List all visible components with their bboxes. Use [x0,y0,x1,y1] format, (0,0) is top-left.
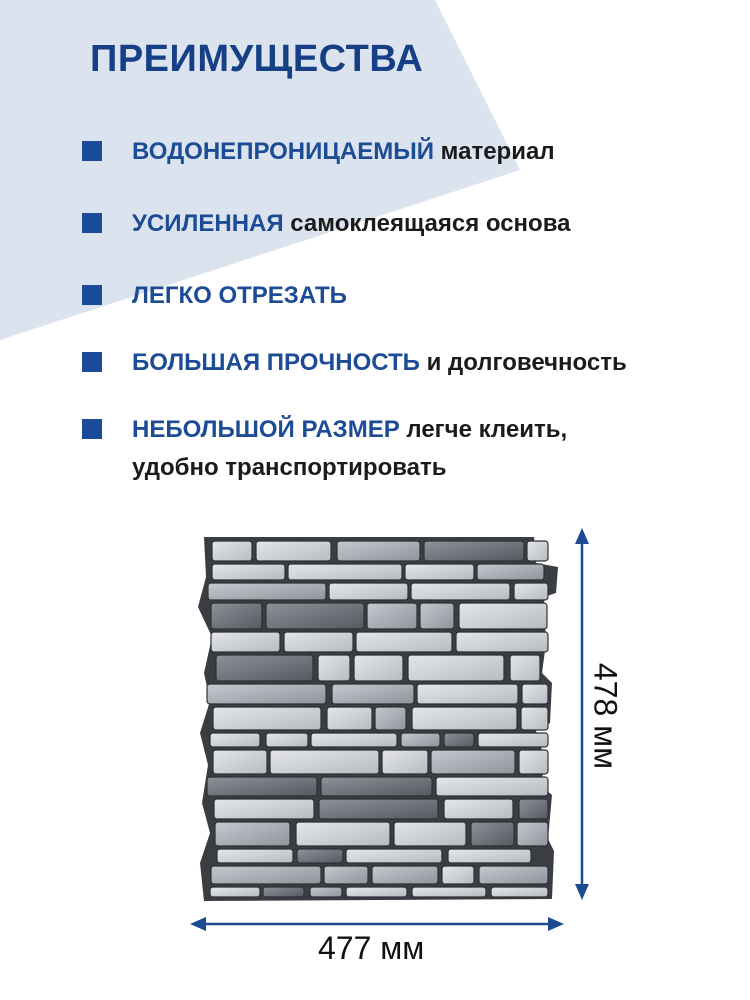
stone-block [431,750,515,774]
stone-block [420,603,454,629]
stone-block [519,799,548,819]
stone-block [213,750,267,774]
stone-block [211,866,321,884]
stone-block [459,603,547,629]
feature-keyword: ВОДОНЕПРОНИЦАЕМЫЙ [132,138,434,165]
square-bullet-icon [82,352,102,372]
stone-block [210,733,260,747]
width-dimension-label: 477 мм [318,930,425,966]
feature-text [132,344,732,382]
stone-block [436,777,548,796]
stone-block [394,822,466,846]
square-bullet-icon [82,141,102,161]
stone-block [522,684,548,704]
square-bullet-icon [82,285,102,305]
stone-block [263,887,304,897]
stone-block [211,603,262,629]
stone-block [214,799,314,819]
stone-block [284,632,353,652]
stone-block [442,866,474,884]
stone-block [266,733,308,747]
square-bullet-icon [82,213,102,233]
stone-block [372,866,438,884]
stone-block [477,564,544,580]
stone-block [456,632,548,652]
stone-block [217,849,293,863]
stone-block [354,655,403,681]
feature-keyword: УСИЛЕННАЯ [132,210,284,237]
stone-block [207,684,326,704]
stone-block [212,541,252,561]
stone-block [321,777,432,796]
feature-description: и долговечность [426,349,627,376]
stone-block [448,849,531,863]
stone-block [296,822,390,846]
stone-block [408,655,504,681]
feature-description: материал [440,138,555,165]
stone-block [329,583,408,600]
stone-block [346,887,407,897]
stone-wall-panel-icon [196,533,564,903]
stone-block [424,541,524,561]
stone-block [212,564,285,580]
stone-block [527,541,548,561]
stone-block [417,684,518,704]
stone-block [491,887,548,897]
stone-block [216,655,313,681]
stone-block [375,707,406,730]
stone-block [444,799,513,819]
stone-block [327,707,372,730]
stone-block [332,684,414,704]
stone-block [510,655,540,681]
stone-block [346,849,442,863]
stone-block [297,849,343,863]
feature-text [132,205,732,243]
stone-block [319,799,438,819]
stone-block [211,632,280,652]
stone-block [356,632,452,652]
stone-block [479,866,548,884]
feature-text [132,277,732,315]
stone-block [256,541,331,561]
stone-block [519,750,548,774]
stone-block [311,733,397,747]
height-dimension-label: 478 мм [587,662,624,770]
stone-block [337,541,420,561]
stone-block [517,822,548,846]
stone-block [213,707,321,730]
square-bullet-icon [82,419,102,439]
feature-keyword: НЕБОЛЬШОЙ РАЗМЕР [132,416,400,443]
stone-block [405,564,474,580]
stone-block [382,750,428,774]
stone-wall-panel [196,533,564,903]
stone-block [411,583,510,600]
feature-description: самоклеящаяся основа [290,210,571,237]
feature-keyword: ЛЕГКО ОТРЕЗАТЬ [132,282,347,309]
stone-block [478,733,548,747]
stone-block [215,822,290,846]
stone-block [412,707,517,730]
feature-text [132,133,732,171]
stone-block [521,707,548,730]
stone-block [324,866,368,884]
feature-description-line2: удобно транспортировать [132,454,447,481]
stone-block [471,822,514,846]
stone-block [210,887,260,897]
stone-block [318,655,350,681]
stone-block [207,777,317,796]
stone-block [288,564,402,580]
stone-block [266,603,364,629]
stone-block [310,887,342,897]
feature-text [132,411,732,487]
stone-block [367,603,417,629]
stone-block [401,733,440,747]
feature-description: легче клеить, [406,416,568,443]
page-title: ПРЕИМУЩЕСТВА [90,38,424,80]
stone-block [412,887,486,897]
stone-block [208,583,326,600]
feature-keyword: БОЛЬШАЯ ПРОЧНОСТЬ [132,349,420,376]
stone-block [514,583,548,600]
stone-block [270,750,379,774]
stone-block [444,733,474,747]
